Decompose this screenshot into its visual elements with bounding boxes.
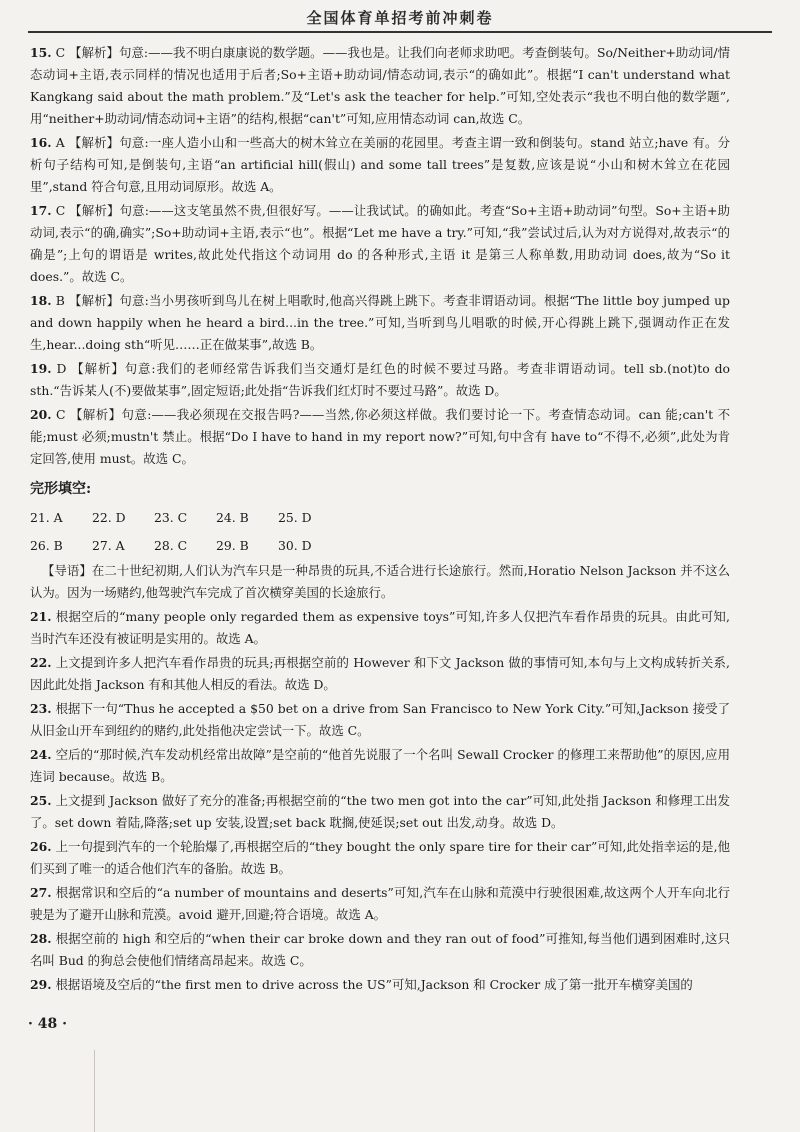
- answer-explanations-cloze: [30, 606, 730, 996]
- answer-key-item: 25. D: [278, 510, 312, 525]
- explanation-text: 根据下一句“Thus he accepted a $50 bet on a drive from San Francisco to New York City.”可知,Jackson 接受了从旧金山开车到纽约的赌约,此处指他决定尝试一下。故选 C。: [30, 701, 730, 738]
- header-title: 全国体育单招考前冲刺卷: [306, 9, 494, 27]
- explanation-entry: [30, 42, 730, 130]
- question-number: 17.: [30, 203, 52, 218]
- answer-key-item: 27. A: [92, 538, 125, 553]
- page-content: [30, 42, 730, 998]
- answer-key-item: 26. B: [30, 538, 63, 553]
- section-title: 完形填空:: [30, 481, 92, 497]
- answer-key-item: 24. B: [216, 510, 249, 525]
- question-number: 25.: [30, 793, 52, 808]
- explanation-text: 根据空前的 high 和空后的“when their car broke down and they ran out of food”可推知,每当他们遇到困难时,这只名叫 Bud 的狗总会使他们情绪高昂起来。故选 C。: [30, 931, 730, 968]
- question-number: 20.: [30, 407, 52, 422]
- explanation-entry: [30, 358, 730, 402]
- explanation-entry: [30, 200, 730, 288]
- explanation-entry: [30, 882, 730, 926]
- question-number: 29.: [30, 977, 52, 992]
- question-number: 26.: [30, 839, 52, 854]
- explanation-text: 空后的“那时候,汽车发动机经常出故障”是空前的“他首先说服了一个名叫 Sewall Crocker 的修理工来帮助他”的原因,应用连词 because。故选 B。: [30, 747, 730, 784]
- question-number: 15.: [30, 45, 52, 60]
- answer-key-item: 29. B: [216, 538, 249, 553]
- explanation-entry: [30, 790, 730, 834]
- page-number: · 48 ·: [28, 1016, 67, 1032]
- explanation-text: 上文提到 Jackson 做好了充分的准备;再根据空前的“the two men got into the car”可知,此处指 Jackson 和修理工出发了。set down 着陆,降落;set up 安装,设置;set back 耽搁,使延误;set out 出发,动身。故选 D。: [30, 793, 730, 830]
- answer-key-row-2: [30, 532, 730, 560]
- answer-key-item: 22. D: [92, 510, 126, 525]
- answer-key-row-1: [30, 504, 730, 532]
- answer-key-item: 30. D: [278, 538, 312, 553]
- explanation-text: 根据语境及空后的“the first men to drive across the US”可知,Jackson 和 Crocker 成了第一批开车横穿美国的: [55, 977, 693, 992]
- explanation-entry: [30, 652, 730, 696]
- question-number: 22.: [30, 655, 52, 670]
- explanation-text: D 【解析】句意:我们的老师经常告诉我们当交通灯是红色的时候不要过马路。考查非谓语动词。tell sb.(not)to do sth.“告诉某人(不)要做某事”,固定短语;此处指“告诉我们红灯时不要过马路”。故选 D。: [30, 361, 730, 398]
- page-header: [0, 0, 800, 34]
- question-number: 28.: [30, 931, 52, 946]
- question-number: 21.: [30, 609, 52, 624]
- question-number: 23.: [30, 701, 52, 716]
- question-number: 27.: [30, 885, 52, 900]
- question-number: 24.: [30, 747, 52, 762]
- question-number: 19.: [30, 361, 52, 376]
- explanation-text: 上文提到许多人把汽车看作昂贵的玩具;再根据空前的 However 和下文 Jackson 做的事情可知,本句与上文构成转折关系,因此此处指 Jackson 有和其他人相反的看法。故选 D。: [30, 655, 730, 692]
- explanation-entry: [30, 290, 730, 356]
- question-number: 18.: [30, 293, 52, 308]
- answer-explanations-grammar: [30, 42, 730, 470]
- explanation-text: 根据空后的“many people only regarded them as expensive toys”可知,许多人仅把汽车看作昂贵的玩具。由此可知,当时汽车还没有被证明是实用的。故选 A。: [30, 609, 730, 646]
- explanation-text: A 【解析】句意:一座人造小山和一些高大的树木耸立在美丽的花园里。考查主谓一致和倒装句。stand 站立;have 有。分析句子结构可知,是倒装句,主语“an artificial hill(假山) and some tall trees”是复数,应该是说“小山和树木耸立在花园里”,stand 符合句意,且用动词原形。故选 A。: [30, 135, 730, 194]
- explanation-entry: [30, 928, 730, 972]
- explanation-text: 根据常识和空后的“a number of mountains and deserts”可知,汽车在山脉和荒漠中行驶很困难,故这两个人开车向北行驶是为了避开山脉和荒漠。avoid 避开,回避;符合语境。故选 A。: [30, 885, 730, 922]
- explanation-text: C 【解析】句意:——我不明白康康说的数学题。——我也是。让我们向老师求助吧。考查倒装句。So/Neither+助动词/情态动词+主语,表示同样的情况也适用于后者;So+主语+助动词/情态动词,表示“的确如此”。根据“I can't understand what Kangkang said about the math problem.”及“Let's ask the teacher for help.”可知,空处表示“我也不明白他的数学题”,用“neither+助动词/情态动词+主语”的结构,根据“can't”可知,应用情态动词 can,故选 C。: [30, 45, 730, 126]
- answer-key-item: 28. C: [154, 538, 188, 553]
- question-number: 16.: [30, 135, 52, 150]
- answer-key-item: 23. C: [154, 510, 188, 525]
- answer-key-item: 21. A: [30, 510, 63, 525]
- explanation-entry: [30, 698, 730, 742]
- explanation-entry: [30, 132, 730, 198]
- explanation-text: 上一句提到汽车的一个轮胎爆了,再根据空后的“they bought the only spare tire for their car”可知,此处指幸运的是,他们买到了唯一的适合他们汽车的备胎。故选 B。: [30, 839, 730, 876]
- explanation-entry: [30, 974, 730, 996]
- explanation-entry: [30, 606, 730, 650]
- explanation-entry: [30, 836, 730, 880]
- explanation-text: C 【解析】句意:——我必须现在交报告吗?——当然,你必须这样做。我们要讨论一下。考查情态动词。can 能;can't 不能;must 必须;mustn't 禁止。根据“Do I have to hand in my report now?”可知,句中含有 have to“不得不,必须”,此处为肯定回答,使用 must。故选 C。: [30, 407, 730, 466]
- passage-guide: 【导语】在二十世纪初期,人们认为汽车只是一种昂贵的玩具,不适合进行长途旅行。然而,Horatio Nelson Jackson 并不这么认为。因为一场赌约,他驾驶汽车完成了首次横穿美国的长途旅行。: [30, 563, 730, 600]
- explanation-text: C 【解析】句意:——这支笔虽然不贵,但很好写。——让我试试。的确如此。考查“So+主语+助动词”句型。So+主语+助动词,表示“的确,确实”;So+助动词+主语,表示“也”。根据“Let me have a try.”可知,“我”尝试过后,认为对方说得对,故表示“的确是”;上句的谓语是 writes,故此处代指这个动词用 do 的各种形式,主语 it 是第三人称单数,用助动词 does,故为“So it does.”。故选 C。: [30, 203, 730, 284]
- explanation-entry: [30, 744, 730, 788]
- header-rule: [28, 31, 772, 33]
- margin-line: [94, 1050, 95, 1132]
- explanation-entry: [30, 404, 730, 470]
- explanation-text: B 【解析】句意:当小男孩听到鸟儿在树上唱歌时,他高兴得跳上跳下。考查非谓语动词。根据“The little boy jumped up and down happily when he heard a bird...in the tree.”可知,当听到鸟儿唱歌的时候,开心得跳上跳下,强调动作正在发生,hear...doing sth“听见……正在做某事”,故选 B。: [30, 293, 730, 352]
